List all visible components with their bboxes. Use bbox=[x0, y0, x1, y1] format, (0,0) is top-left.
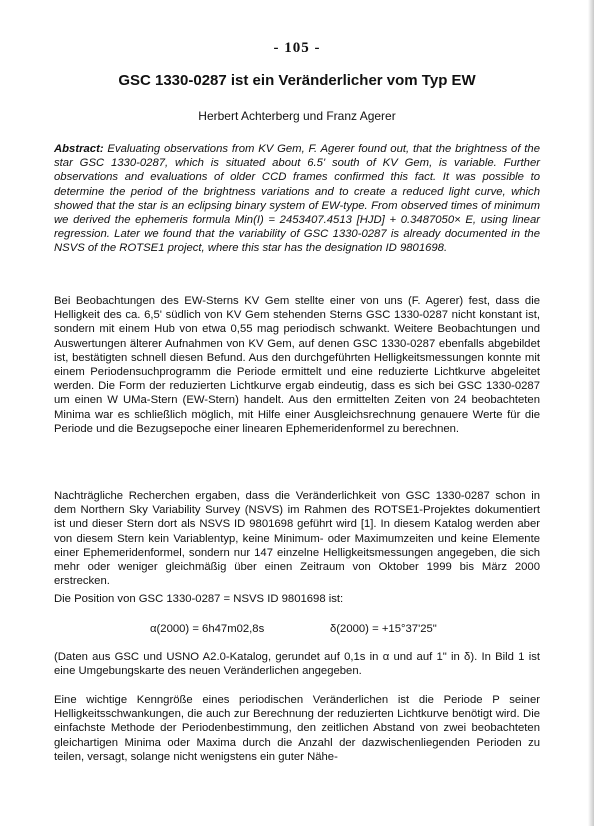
abstract-label: Abstract: bbox=[54, 143, 104, 155]
paragraph-research: Nachträgliche Recherchen ergaben, dass die Veränderlichkeit von GSC 1330-0287 schon in dem Northern Sky Variability Survey (NSVS) im Rahmen des ROTSE1-Projektes dokumentiert ist und dieser Stern dort als NSVS ID 9801698 geführt wird [1]. In diesem Katalog werden aber von diesem Stern kein Variablentyp, keine Minimum- oder Maximumzeiten und keine Elemente einer Ephemeridenformel, sondern nur 147 einzelne Helligkeitsmessungen angegeben, die sich mehr oder weniger gleichmäßig über einen Zeitraum von Oktober 1999 bis März 2000 erstrecken. bbox=[54, 490, 540, 588]
paragraph-observations: Bei Beobachtungen des EW-Sterns KV Gem stellte einer von uns (F. Agerer) fest, dass die Helligkeit des ca. 6,5' südlich von KV Gem stehenden Sterns GSC 1330-0287 nicht konstant ist, sondern mit einem Hub von etwa 0,55 mag periodisch schwankt. Weitere Beobachtungen und Auswertungen älterer Aufnahmen von KV Gem, auf denen GSC 1330-0287 ebenfalls abgebildet ist, bestätigten schnell diesen Befund. Aus den durchgeführten Helligkeitsmessungen konnte mit einem Periodensuchprogramm die Periode ermittelt und eine reduzierte Lichtkurve abgeleitet werden. Die Form der reduzierten Lichtkurve ergab eindeutig, dass es sich bei GSC 1330-0287 um einen W UMa-Stern (EW-Stern) handelt. Aus den ermittelten Zeiten von 24 beobachteten Minima war es schließlich möglich, mit Hilfe einer Ausgleichsrechnung genauere Werte für die Periode und die Bezugsepoche einer linearen Ephemeridenformel zu berechnen. bbox=[54, 295, 540, 435]
page-number: - 105 - bbox=[273, 40, 321, 56]
paragraph-position: Die Position von GSC 1330-0287 = NSVS ID 9801698 ist: bbox=[54, 593, 344, 605]
paragraph-data-source: (Daten aus GSC und USNO A2.0-Katalog, gerundet auf 0,1s in α und auf 1" in δ). In Bild 1 ist eine Umgebungskarte des neuen Veränderlichen angegeben. bbox=[54, 651, 540, 678]
article-title: GSC 1330-0287 ist ein Veränderlicher vom Typ EW bbox=[118, 72, 476, 89]
right-ascension: α(2000) = 6h47m02,8s bbox=[150, 623, 265, 635]
abstract-text: Evaluating observations from KV Gem, F. Agerer found out, that the brightness of the star GSC 1330-0287, which is situated about 6.5' south of KV Gem, is variable. Further observations and evaluations of older CCD frames confirmed this fact. It was possible to determine the period of the brightness variations and to create a reduced light curve, which showed that the star is an eclipsing binary system of EW-type. From observed times of minimum we derived the ephemeris formula Min(I) = 2453407.4513 [HJD] + 0.3487050× E, using linear regression. Later we found that the variability of GSC 1330-0287 is already documented in the NSVS of the ROTSE1 project, where this star has the designation ID 9801698. bbox=[54, 143, 540, 255]
paragraph-period: Eine wichtige Kenngröße eines periodischen Veränderlichen ist die Periode P seiner Helligkeitsschwankungen, die auch zur Berechnung der reduzierten Lichtkurve benötigt wird. Die einfachste Methode der Periodenbestimmung, den zeitlichen Abstand von zwei beobachteten gleichartigen Minima oder Maxima durch die Anzahl der dazwischenliegenden Perioden zu teilen, versagt, solange nicht wenigstens ein guter Nähe- bbox=[54, 694, 540, 763]
article-authors: Herbert Achterberg und Franz Agerer bbox=[198, 109, 396, 123]
page-edge-shadow bbox=[588, 0, 594, 826]
declination: δ(2000) = +15°37'25" bbox=[330, 623, 437, 635]
abstract bbox=[54, 142, 540, 256]
